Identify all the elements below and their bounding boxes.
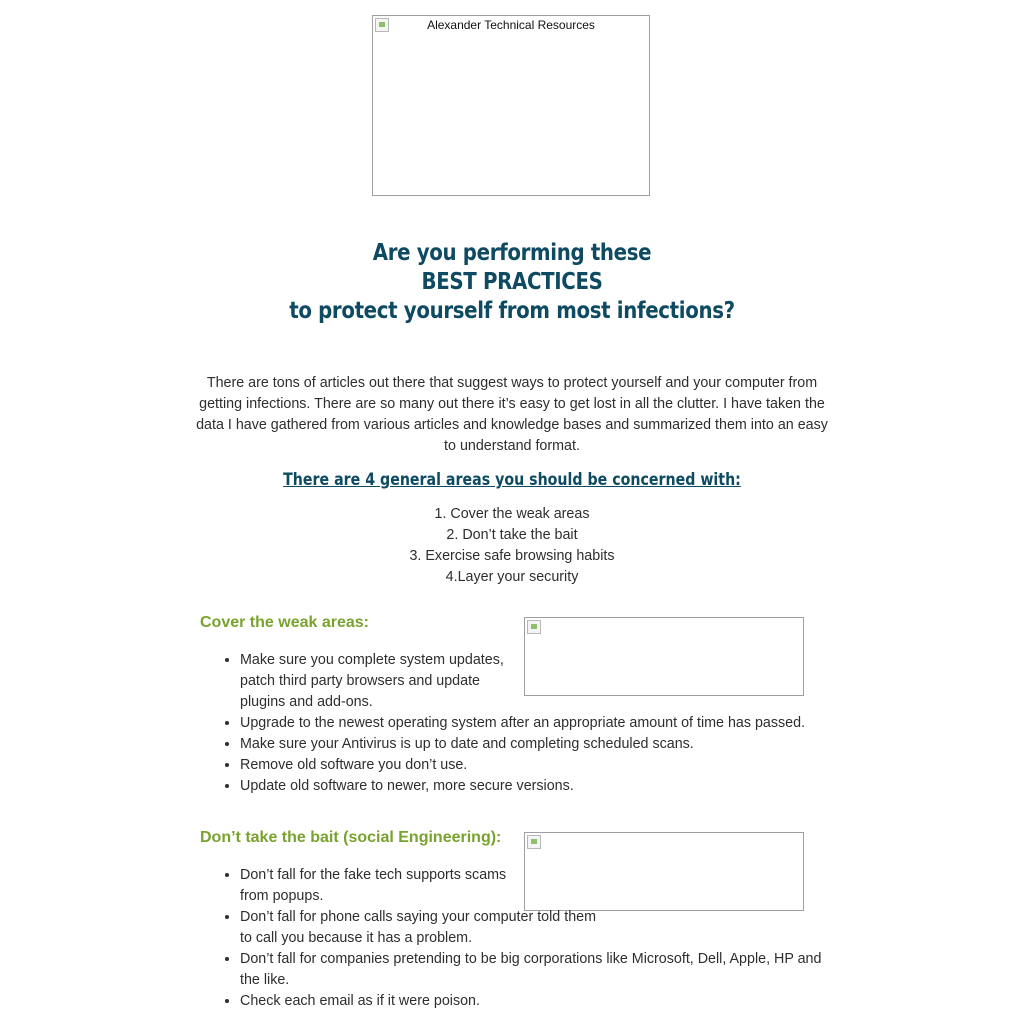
- headline-line-3: to protect yourself from most infections?: [289, 298, 735, 324]
- areas-heading: There are 4 general areas you should be concerned with:: [283, 470, 741, 489]
- weak-areas-list: [200, 650, 805, 797]
- areas-list-item: 3. Exercise safe browsing habits: [409, 548, 615, 564]
- logo-image: [372, 15, 650, 196]
- list-item: • Don’t fall for companies pretending to be big corporations like Microsoft, Dell, Apple, HP and the like.: [240, 949, 830, 991]
- intro-paragraph: There are tons of articles out there that suggest ways to protect yourself and your computer from getting infections. There are so many out there it’s easy to get lost in all the clutter. I have taken the data I have gathered from various articles and knowledge bases and summarized them into an easy to understand format.: [196, 375, 828, 454]
- logo-alt-text: Alexander Technical Resources: [427, 18, 595, 32]
- headline-line-2: BEST PRACTICES: [421, 269, 603, 295]
- list-item: • Don’t fall for phone calls saying your computer told them to call you because it has a problem.: [240, 907, 600, 949]
- list-item: • Update old software to newer, more secure versions.: [240, 776, 805, 797]
- list-item: • Upgrade to the newest operating system after an appropriate amount of time has passed.: [240, 713, 805, 734]
- list-item: • Make sure you complete system updates, patch third party browsers and update plugins and add-ons.: [240, 650, 520, 713]
- areas-list-item: 4.Layer your security: [445, 569, 579, 585]
- section-title-weak-areas: Cover the weak areas:: [200, 614, 369, 631]
- headline-line-1: Are you performing these: [372, 240, 652, 266]
- take-the-bait-list: [200, 865, 830, 1012]
- areas-list-item: 2. Don’t take the bait: [446, 527, 578, 543]
- list-item: • Check each email as if it were poison.: [240, 991, 830, 1012]
- list-item: • Remove old software you don’t use.: [240, 755, 805, 776]
- areas-list: [0, 504, 1024, 588]
- broken-image-icon: [527, 835, 541, 849]
- list-item: • Make sure your Antivirus is up to date and completing scheduled scans.: [240, 734, 805, 755]
- section-title-take-the-bait: Don’t take the bait (social Engineering):: [200, 829, 502, 846]
- page-headline: [72, 239, 953, 326]
- areas-list-item: 1. Cover the weak areas: [434, 506, 590, 522]
- list-item: • Don’t fall for the fake tech supports scams from popups.: [240, 865, 520, 907]
- broken-image-icon: [527, 620, 541, 634]
